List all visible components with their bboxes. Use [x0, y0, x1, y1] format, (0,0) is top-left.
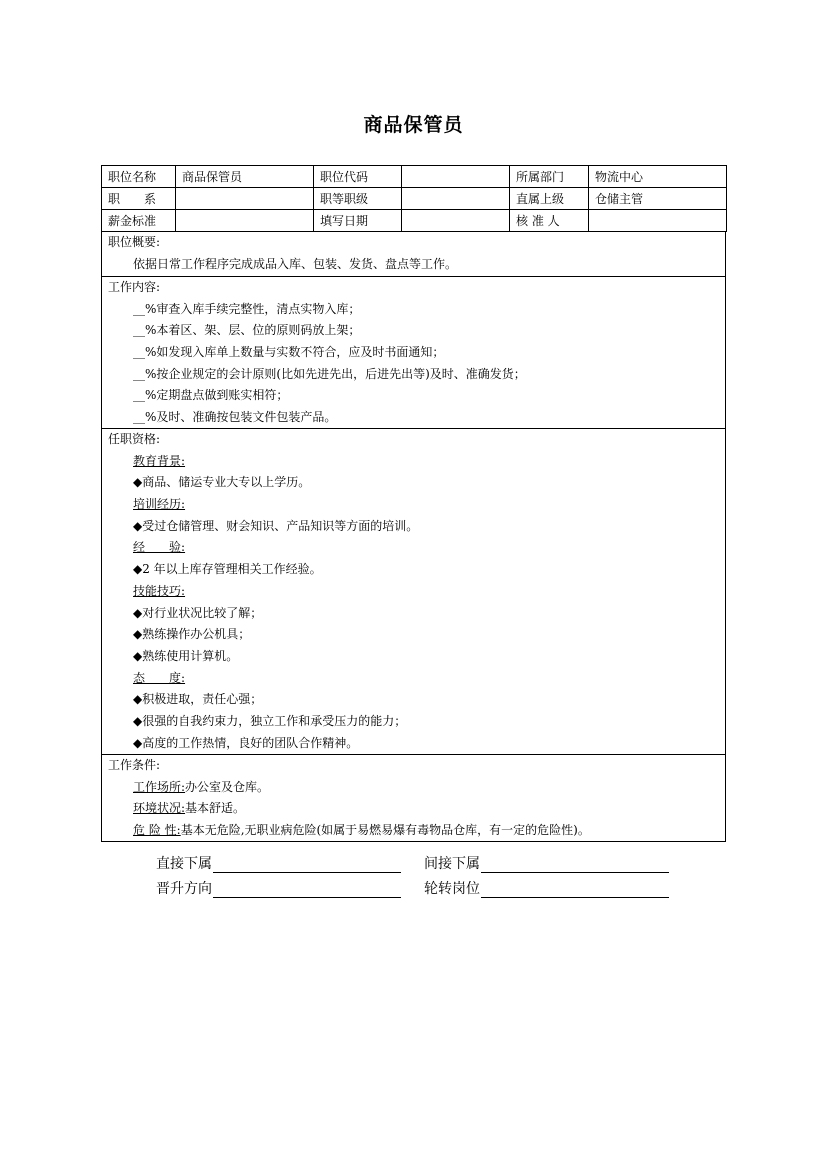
- value-cell: 仓储主管: [589, 188, 727, 210]
- promotion-field: [156, 878, 401, 898]
- label-cell: 核 准 人: [510, 210, 589, 232]
- section-heading: 工作条件:: [108, 758, 161, 772]
- list-item: __%如发现入库单上数量与实数不符合，应及时书面通知；: [133, 345, 445, 360]
- skills-label: 技能技巧:: [133, 583, 186, 598]
- duties-section: [101, 277, 726, 429]
- rotation-label: 轮转岗位: [424, 881, 480, 897]
- page-title: 商品保管员: [363, 114, 464, 136]
- direct-subordinate-field: [156, 853, 401, 873]
- section-heading: 任职资格:: [108, 432, 161, 446]
- list-item: __%审查入库手续完整性，清点实物入库；: [133, 301, 361, 316]
- env-label: 环境状况:: [133, 801, 186, 816]
- label-cell: 薪金标准: [102, 210, 176, 232]
- experience-label: 经 验:: [133, 540, 186, 555]
- label-cell: 职位代码: [314, 166, 402, 188]
- condition-risk: [102, 820, 725, 842]
- list-item: __%按企业规定的会计原则(比如先进先出，后进先出等)及时、准确发货；: [133, 366, 526, 381]
- condition-env: [102, 798, 725, 820]
- attitude-label: 态 度:: [133, 670, 186, 685]
- label-cell: 直属上级: [510, 188, 589, 210]
- list-item: ◆很强的自我约束力，独立工作和承受压力的能力；: [133, 713, 407, 728]
- value-cell: [176, 188, 314, 210]
- list-item: __%及时、准确按包装文件包装产品。: [133, 410, 337, 425]
- label-cell: 职等职级: [314, 188, 402, 210]
- value-cell: [402, 210, 510, 232]
- promotion-label: 晋升方向: [156, 881, 212, 897]
- value-cell: 商品保管员: [176, 166, 314, 188]
- indirect-subordinate-field: [424, 853, 669, 873]
- label-cell: 职位名称: [102, 166, 176, 188]
- overview-section: [101, 232, 726, 277]
- env-value: 基本舒适。: [185, 801, 246, 816]
- list-item: __%本着区、架、层、位的原则码放上架；: [133, 323, 361, 338]
- table-row: [102, 188, 727, 210]
- risk-label: 危 险 性:: [133, 823, 181, 838]
- qualifications-section: [101, 429, 726, 755]
- value-cell: 物流中心: [589, 166, 727, 188]
- list-item: ◆高度的工作热情，良好的团队合作精神。: [133, 735, 359, 750]
- value-cell: [402, 188, 510, 210]
- place-value: 办公室及仓库。: [185, 779, 270, 794]
- indirect-subordinate-label: 间接下属: [424, 856, 480, 872]
- direct-subordinate-label: 直接下属: [156, 856, 212, 872]
- section-heading: 工作内容:: [108, 280, 161, 294]
- value-cell: [402, 166, 510, 188]
- value-cell: [176, 210, 314, 232]
- place-label: 工作场所:: [133, 779, 186, 794]
- rotation-blank[interactable]: [481, 882, 669, 898]
- rotation-field: [424, 878, 669, 898]
- condition-place: [102, 777, 725, 799]
- education-label: 教育背景:: [133, 453, 186, 468]
- section-heading: 职位概要:: [108, 235, 161, 249]
- conditions-section: [101, 755, 726, 842]
- direct-subordinate-blank[interactable]: [213, 857, 401, 873]
- table-row: [102, 210, 727, 232]
- list-item: ◆受过仓储管理、财会知识、产品知识等方面的培训。: [133, 518, 419, 533]
- overview-text: 依据日常工作程序完成成品入库、包装、发货、盘点等工作。: [133, 256, 458, 271]
- list-item: ◆商品、储运专业大专以上学历。: [133, 475, 311, 490]
- list-item: __%定期盘点做到账实相符；: [133, 388, 289, 403]
- label-cell: 填写日期: [314, 210, 402, 232]
- label-cell: 职 系: [102, 188, 176, 210]
- list-item: ◆2 年以上库存管理相关工作经验。: [133, 562, 322, 577]
- list-item: ◆积极进取，责任心强；: [133, 692, 263, 707]
- promotion-blank[interactable]: [213, 882, 401, 898]
- list-item: ◆熟练使用计算机。: [133, 648, 239, 663]
- indirect-subordinate-blank[interactable]: [481, 857, 669, 873]
- job-info-table: [101, 165, 727, 232]
- training-label: 培训经历:: [133, 497, 186, 512]
- list-item: ◆熟练操作办公机具；: [133, 627, 251, 642]
- list-item: ◆对行业状况比较了解；: [133, 605, 263, 620]
- table-row: [102, 166, 727, 188]
- risk-value: 基本无危险,无职业病危险(如属于易燃易爆有毒物品仓库，有一定的危险性)。: [180, 823, 590, 838]
- label-cell: 所属部门: [510, 166, 589, 188]
- value-cell: [589, 210, 727, 232]
